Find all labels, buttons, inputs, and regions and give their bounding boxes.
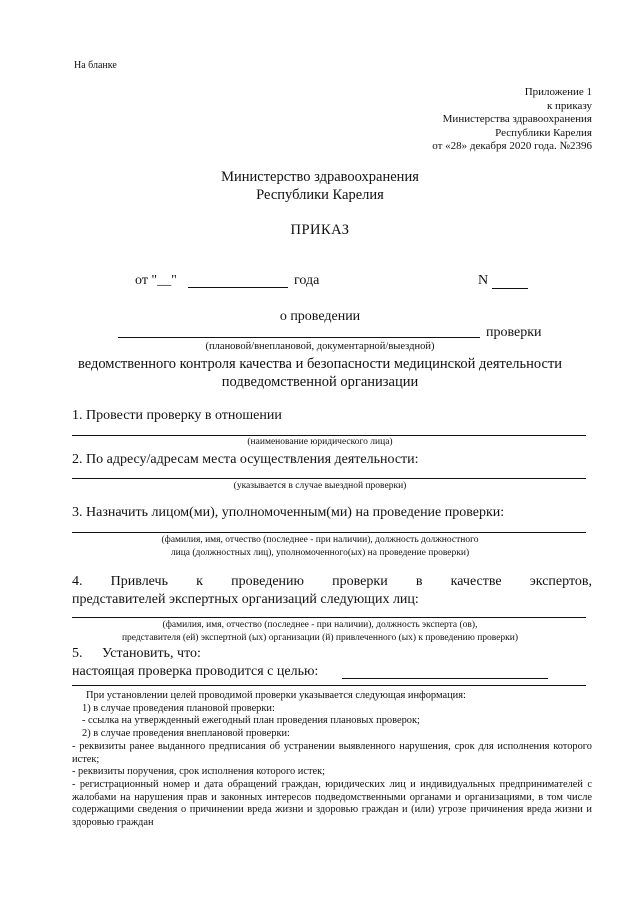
appendix-block — [432, 86, 592, 154]
item-4-caption — [0, 619, 640, 645]
item-4-word: качестве — [450, 574, 502, 589]
item-1-blank — [72, 423, 586, 436]
order-title: ПРИКАЗ — [290, 222, 350, 238]
appendix-line: Министерства здравоохранения — [442, 113, 592, 125]
date-from-label: от "__" — [135, 273, 177, 288]
item-4-line-1 — [72, 574, 592, 590]
info-unplanned-item-1: - реквизиты ранее выданного предписания об устранении выявленного нарушения, срок для исполнения которого истек; — [72, 740, 592, 765]
item-3-blank — [72, 520, 586, 533]
item-2-text: 2. По адресу/адресам места осуществления деятельности: — [72, 452, 419, 467]
item-3-caption — [0, 534, 640, 560]
about-label: о проведении — [279, 309, 361, 324]
check-type-blank — [118, 323, 480, 338]
item-1-caption: (наименование юридического лица) — [247, 437, 393, 447]
item-2-caption: (указывается в случае выездной проверки) — [233, 481, 407, 491]
item-4-word: проведению — [231, 574, 304, 589]
info-unplanned-item-2: - реквизиты поручения, срок исполнения которого истек; — [72, 766, 326, 778]
item-2-blank — [72, 466, 586, 479]
item-4-word: в — [415, 574, 423, 589]
item-4-word: Привлечь — [110, 574, 168, 589]
item-5-goal-blank — [342, 665, 548, 679]
item-3-text: 3. Назначить лицом(ми), уполномоченным(ми) на проведение проверки: — [72, 505, 505, 520]
item-1-text: 1. Провести проверку в отношении — [72, 408, 282, 423]
item-5-number: 5. — [72, 646, 83, 661]
item-4-caption-line-2: представителя (ей) экспертной (ых) организации (й) привлеченного (ых) к проведению проверки) — [121, 633, 519, 643]
info-intro: При установлении целей проводимой проверки указывается следующая информация: — [86, 690, 466, 701]
item-4-word: проверки — [332, 574, 388, 589]
info-planned: 1) в случае проведения плановой проверки: — [82, 702, 275, 714]
blank-note: На бланке — [74, 60, 117, 71]
ministry-header — [0, 168, 640, 204]
date-blank-line — [188, 273, 288, 288]
number-label: N — [478, 273, 489, 288]
ministry-line-2: Республики Карелия — [256, 187, 384, 203]
check-type-caption: (плановой/внеплановой, документарной/выездной) — [205, 341, 435, 352]
appendix-line: Приложение 1 — [524, 86, 592, 98]
item-5-text: Установить, что: — [102, 646, 201, 661]
subject-line-1: ведомственного контроля качества и безопасности медицинской деятельности — [77, 356, 563, 372]
info-block — [72, 690, 592, 830]
item-4-word: 4. — [72, 574, 83, 589]
item-5-line-2: настоящая проверка проводится с целью: — [72, 664, 319, 679]
ministry-line-1: Министерство здравоохранения — [221, 169, 419, 185]
item-4-blank — [72, 605, 586, 618]
appendix-line: Республики Карелия — [495, 126, 592, 139]
item-3-caption-line-1: (фамилия, имя, отчество (последнее - при наличии), должность должностного — [161, 535, 479, 545]
year-label: года — [294, 273, 320, 288]
number-blank-line — [492, 275, 528, 289]
item-5-blank — [72, 680, 586, 686]
subject-heading — [0, 355, 640, 391]
appendix-line: к приказу — [546, 99, 592, 112]
subject-line-2: подведомственной организации — [221, 374, 419, 390]
item-3-caption-line-2: лица (должностных лиц), уполномоченного(ых) на проведение проверки) — [170, 548, 470, 558]
item-4-word: экспертов, — [529, 574, 592, 589]
item-4-word: к — [196, 574, 203, 589]
check-word: проверки — [486, 325, 542, 340]
item-4-line-2: представителей экспертных организаций следующих лиц: — [72, 592, 419, 607]
info-unplanned-item-3: - регистрационный номер и дата обращений граждан, юридических лиц и индивидуальных предпринимателей с жалобами на нарушения прав и законных интересов подведомственными органами и организациями, в том числе содержащими сведения о причинении вреда жизни и здоровью граждан и (или) угрозе причинения вреда жизни и здоровью граждан — [72, 778, 592, 829]
item-4-caption-line-1: (фамилия, имя, отчество (последнее - при наличии), должность эксперта (ов), — [162, 620, 478, 630]
appendix-line: от «28» декабря 2020 года. №2396 — [432, 140, 592, 152]
info-planned-item: - ссылка на утвержденный ежегодный план проведения плановых проверок; — [82, 715, 420, 727]
info-unplanned: 2) в случае проведения внеплановой проверки: — [82, 728, 290, 740]
